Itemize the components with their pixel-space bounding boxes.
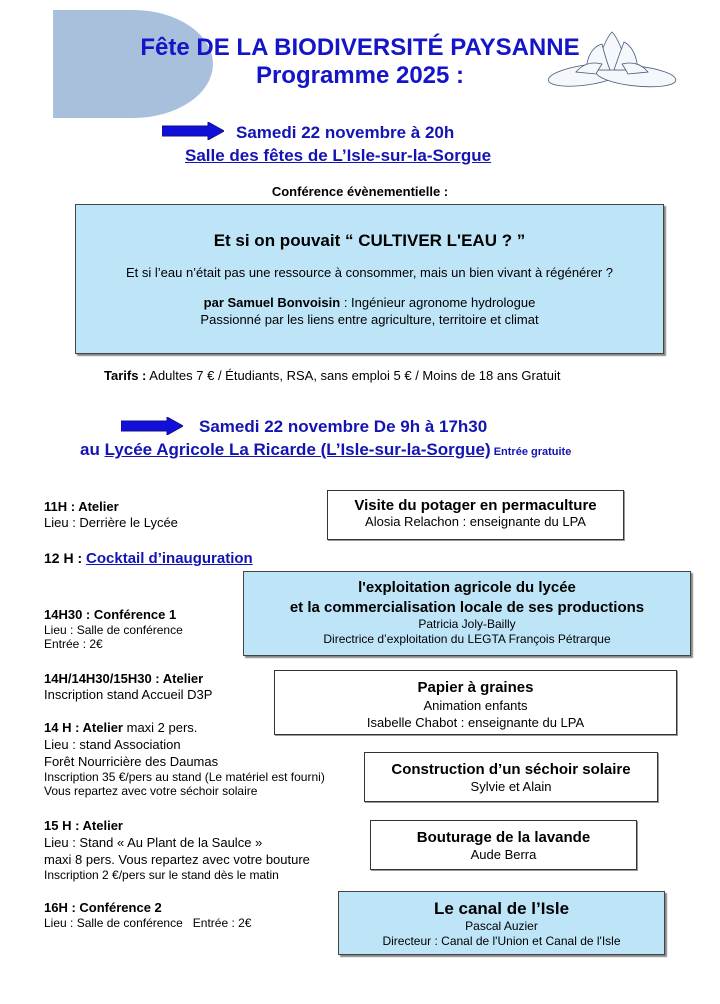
schedule-time: 14H30 : Conférence 1	[44, 607, 177, 622]
schedule-registration: Inscription 35 €/pers au stand (Le matériel est fourni)	[44, 770, 325, 784]
session-subtitle: Animation enfants	[423, 698, 528, 713]
session-box-potager	[327, 490, 624, 540]
session-title: Papier à graines	[417, 679, 534, 696]
schedule-item-16h	[44, 900, 251, 930]
session-speaker-role: Directeur : Canal de l'Union et Canal de l'Isle	[382, 934, 621, 948]
speaker-bio: Passionné par les liens entre agriculture, territoire et climat	[200, 312, 539, 327]
schedule-time: 16H : Conférence 2	[44, 900, 162, 915]
arrow-right-icon	[162, 122, 224, 140]
session-speaker: Sylvie et Alain	[470, 779, 552, 794]
event-type-label: Conférence évènementielle :	[271, 184, 449, 199]
schedule-location: Lieu : Salle de conférence	[44, 623, 183, 637]
session-title-line1: l'exploitation agricole du lycée	[358, 579, 576, 596]
session-speaker: Isabelle Chabot : enseignante du LPA	[366, 715, 585, 730]
speaker-name: par Samuel Bonvoisin	[203, 295, 341, 310]
tarifs-text: Adultes 7 € / Étudiants, RSA, sans emploi 5 € / Moins de 18 ans Gratuit	[146, 368, 561, 383]
arrow-right-icon	[121, 417, 183, 435]
schedule-item-11h	[44, 499, 178, 531]
schedule-registration: Inscription 2 €/pers sur le stand dès le matin	[44, 868, 279, 882]
schedule-item-12h	[44, 550, 253, 567]
session-speaker-role: Directrice d’exploitation du LEGTA François Pétrarque	[323, 632, 611, 646]
water-lily-icon	[546, 30, 678, 92]
session-box-papier	[274, 670, 677, 735]
tarifs-label: Tarifs :	[104, 368, 147, 383]
day-venue-line	[80, 440, 571, 460]
schedule-item-sechoir	[44, 720, 325, 798]
keynote-conference-box	[75, 204, 664, 354]
conference-title: Et si on pouvait “ CULTIVER L'EAU ? ”	[213, 231, 526, 250]
schedule-location: Inscription stand Accueil D3P	[44, 687, 213, 702]
entry-free-label: Entrée gratuite	[490, 446, 572, 458]
page-title: Fête DE LA BIODIVERSITÉ PAYSANNE	[140, 34, 580, 61]
evening-date: Samedi 22 novembre à 20h	[236, 123, 455, 142]
schedule-location: Lieu : Salle de conférence Entrée : 2€	[44, 916, 252, 930]
session-title: Le canal de l’Isle	[433, 899, 570, 918]
schedule-note: Vous repartez avec votre séchoir solaire	[44, 784, 258, 798]
session-box-canal	[338, 891, 665, 955]
page-subtitle: Programme 2025 :	[255, 62, 465, 89]
schedule-time: 14H/14H30/15H30 : Atelier	[44, 671, 204, 686]
session-box-bouturage	[370, 820, 637, 870]
speaker-role: : Ingénieur agronome hydrologue	[340, 295, 536, 310]
session-box-sechoir	[364, 752, 658, 802]
schedule-capacity: maxi 8 pers. Vous repartez avec votre bouture	[44, 852, 310, 867]
schedule-time: 15 H : Atelier	[44, 818, 123, 833]
session-title: Visite du potager en permaculture	[354, 497, 597, 514]
session-title: Bouturage de la lavande	[416, 829, 591, 846]
tarifs	[104, 368, 560, 383]
session-speaker: Patricia Joly-Bailly	[418, 617, 516, 631]
evening-venue-link[interactable]: Salle des fêtes de L’Isle-sur-la-Sorgue	[185, 146, 492, 165]
session-box-exploitation	[243, 571, 691, 656]
schedule-item-14h30	[44, 607, 183, 651]
schedule-location: Lieu : Derrière le Lycée	[44, 515, 178, 530]
schedule-location: Lieu : Stand « Au Plant de la Saulce »	[44, 835, 263, 850]
session-title: Construction d’un séchoir solaire	[391, 761, 631, 778]
conference-speaker	[76, 294, 663, 311]
schedule-time: 11H : Atelier	[44, 499, 119, 514]
session-speaker: Alosia Relachon : enseignante du LPA	[365, 514, 586, 529]
venue-prefix: au	[80, 440, 105, 459]
session-speaker: Aude Berra	[470, 847, 537, 862]
day-date: Samedi 22 novembre De 9h à 17h30	[199, 417, 488, 436]
cocktail-link[interactable]: Cocktail d’inauguration	[86, 550, 253, 567]
day-venue-link[interactable]: Lycée Agricole La Ricarde (L’Isle-sur-la-Sorgue)	[104, 440, 491, 459]
session-title-line2: et la commercialisation locale de ses productions	[289, 599, 645, 616]
schedule-time: 14 H : Atelier	[44, 720, 123, 735]
schedule-item-bouturage	[44, 818, 310, 882]
schedule-time: 12 H :	[44, 550, 87, 566]
schedule-price: Entrée : 2€	[44, 637, 103, 651]
schedule-capacity: maxi 2 pers.	[123, 720, 198, 735]
schedule-location: Lieu : stand Association	[44, 737, 181, 752]
schedule-item-papier	[44, 671, 212, 703]
session-speaker: Pascal Auzier	[465, 919, 538, 933]
conference-subtitle: Et si l’eau n’était pas une ressource à consommer, mais un bien vivant à régénérer ?	[125, 265, 614, 280]
schedule-location-detail: Forêt Nourricière des Daumas	[44, 754, 219, 769]
